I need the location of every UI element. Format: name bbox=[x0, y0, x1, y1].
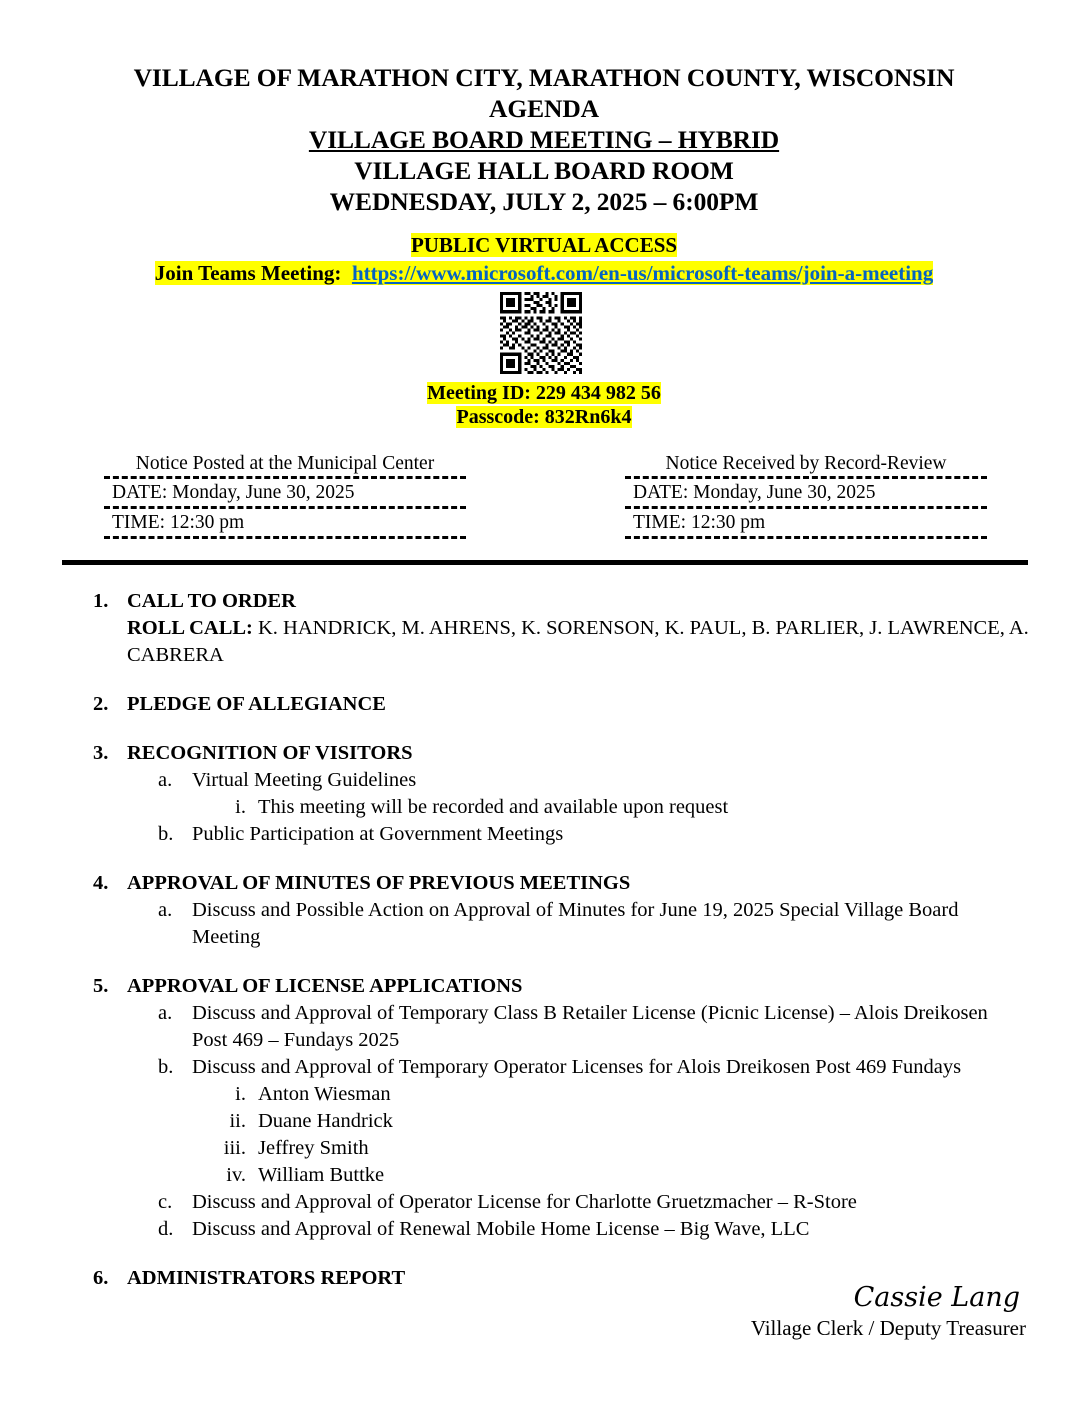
notice-received-column bbox=[625, 452, 987, 539]
notice-received-time: TIME: 12:30 pm bbox=[625, 506, 987, 539]
agenda-subitem bbox=[0, 897, 1088, 951]
notice-received-date: DATE: Monday, June 30, 2025 bbox=[625, 476, 987, 506]
agenda-item-number: 6. bbox=[93, 1267, 109, 1289]
agenda-subsubitem bbox=[0, 1135, 1088, 1162]
agenda-subitem-text: Discuss and Approval of Temporary Class B Retailer License (Picnic License) – Alois Dreikosen Post 469 – Fundays 2025 bbox=[192, 1002, 988, 1051]
agenda-subsubitem-text: Jeffrey Smith bbox=[258, 1137, 369, 1159]
roll-call-label: ROLL CALL: bbox=[127, 617, 253, 639]
agenda-subsubitem-marker: i. bbox=[235, 1083, 246, 1105]
agenda-subsubitem-text: William Buttke bbox=[258, 1164, 385, 1186]
agenda-subitem-marker: a. bbox=[158, 769, 173, 791]
meeting-id: Meeting ID: 229 434 982 56 bbox=[427, 382, 661, 404]
virtual-access-block bbox=[60, 233, 1028, 286]
header-line-datetime: WEDNESDAY, JULY 2, 2025 – 6:00PM bbox=[329, 187, 759, 216]
notice-received-title: Notice Received by Record-Review bbox=[665, 453, 947, 474]
agenda-subitem bbox=[0, 821, 1088, 848]
header-line-location: VILLAGE HALL BOARD ROOM bbox=[354, 156, 734, 185]
agenda-subsubitem-marker: i. bbox=[235, 796, 246, 818]
agenda-item-title: CALL TO ORDER bbox=[127, 590, 296, 612]
signature-block bbox=[751, 1282, 1026, 1342]
agenda-subsubitem bbox=[0, 1081, 1088, 1108]
agenda-subitem-text: Discuss and Approval of Renewal Mobile Home License – Big Wave, LLC bbox=[192, 1218, 810, 1240]
header-divider-rule bbox=[62, 560, 1028, 565]
agenda-item-title: APPROVAL OF MINUTES OF PREVIOUS MEETINGS bbox=[127, 872, 631, 894]
agenda-subitem bbox=[0, 1189, 1088, 1216]
agenda-item-heading bbox=[0, 870, 1088, 897]
notice-posted-title: Notice Posted at the Municipal Center bbox=[135, 453, 435, 474]
meeting-credentials bbox=[60, 381, 1028, 429]
agenda-item-heading bbox=[0, 973, 1088, 1000]
qr-code-image bbox=[497, 289, 585, 377]
agenda-subsubitem bbox=[0, 1108, 1088, 1135]
document-header bbox=[60, 62, 1028, 217]
agenda-subitem bbox=[0, 1000, 1088, 1054]
join-teams-line bbox=[60, 260, 1028, 286]
agenda-subsubitem-marker: iv. bbox=[226, 1164, 246, 1186]
agenda-subitem-text: Discuss and Approval of Operator License for Charlotte Gruetzmacher – R-Store bbox=[192, 1191, 857, 1213]
meeting-passcode: Passcode: 832Rn6k4 bbox=[456, 406, 632, 428]
notice-posted-time: TIME: 12:30 pm bbox=[104, 506, 466, 539]
agenda-item bbox=[0, 740, 1088, 848]
agenda-subsubitem-text: Duane Handrick bbox=[258, 1110, 393, 1132]
notice-posted-date: DATE: Monday, June 30, 2025 bbox=[104, 476, 466, 506]
agenda-item-number: 2. bbox=[93, 693, 109, 715]
agenda-subsubitem bbox=[0, 794, 1088, 821]
agenda-item bbox=[0, 973, 1088, 1243]
agenda-subitem-text: Discuss and Approval of Temporary Operator Licenses for Alois Dreikosen Post 469 Fundays bbox=[192, 1056, 962, 1078]
agenda-subsubitem-marker: iii. bbox=[223, 1137, 246, 1159]
virtual-access-title: PUBLIC VIRTUAL ACCESS bbox=[410, 233, 678, 257]
signature-role: Village Clerk / Deputy Treasurer bbox=[750, 1316, 1026, 1340]
agenda-subitem-marker: a. bbox=[158, 899, 173, 921]
agenda-subitem-text: Virtual Meeting Guidelines bbox=[192, 769, 417, 791]
agenda-item-title: RECOGNITION OF VISITORS bbox=[127, 742, 413, 764]
agenda-item-heading bbox=[0, 740, 1088, 767]
agenda-item-list bbox=[0, 588, 1088, 1314]
agenda-subitem-text: Discuss and Possible Action on Approval of Minutes for June 19, 2025 Special Village Board Meeting bbox=[192, 899, 959, 948]
agenda-item-number: 3. bbox=[93, 742, 109, 764]
join-teams-label: Join Teams Meeting: bbox=[154, 261, 342, 285]
roll-call-names: K. HANDRICK, M. AHRENS, K. SORENSON, K. PAUL, B. PARLIER, J. LAWRENCE, A. CABRERA bbox=[127, 617, 1029, 666]
agenda-subsubitem bbox=[0, 1162, 1088, 1189]
agenda-subitem-marker: b. bbox=[158, 1056, 174, 1078]
notice-posted-column bbox=[104, 452, 466, 539]
agenda-item-number: 4. bbox=[93, 872, 109, 894]
agenda-item bbox=[0, 588, 1088, 669]
agenda-subitem-marker: a. bbox=[158, 1002, 173, 1024]
agenda-item bbox=[0, 691, 1088, 718]
agenda-item-title: APPROVAL OF LICENSE APPLICATIONS bbox=[127, 975, 523, 997]
agenda-subitem-marker: b. bbox=[158, 823, 174, 845]
agenda-subitem-marker: c. bbox=[158, 1191, 173, 1213]
agenda-subsubitem-marker: ii. bbox=[229, 1110, 246, 1132]
notice-posting-block bbox=[0, 452, 1088, 552]
agenda-item-number: 1. bbox=[93, 590, 109, 612]
agenda-item bbox=[0, 870, 1088, 951]
agenda-subsubitem-text: This meeting will be recorded and available upon request bbox=[258, 796, 729, 818]
agenda-subitem bbox=[0, 1054, 1088, 1081]
header-line-meeting-type: VILLAGE BOARD MEETING – HYBRID bbox=[308, 125, 780, 154]
agenda-subitem-text: Public Participation at Government Meetings bbox=[192, 823, 564, 845]
agenda-subsubitem-text: Anton Wiesman bbox=[258, 1083, 391, 1105]
teams-meeting-link[interactable]: https://www.microsoft.com/en-us/microsoft-teams/join-a-meeting bbox=[351, 261, 934, 285]
roll-call-line bbox=[127, 615, 1030, 669]
signature-name: Cassie Lang bbox=[853, 1282, 1020, 1313]
agenda-subitem bbox=[0, 767, 1088, 794]
agenda-subitem bbox=[0, 1216, 1088, 1243]
agenda-item-heading bbox=[0, 691, 1088, 718]
agenda-item-number: 5. bbox=[93, 975, 109, 997]
agenda-item-title: ADMINISTRATORS REPORT bbox=[127, 1267, 406, 1289]
header-line-organization: VILLAGE OF MARATHON CITY, MARATHON COUNTY, WISCONSIN bbox=[133, 63, 955, 92]
agenda-subitem-marker: d. bbox=[158, 1218, 174, 1240]
agenda-item-heading bbox=[0, 588, 1088, 669]
qr-code bbox=[497, 289, 585, 377]
header-line-agenda: AGENDA bbox=[489, 94, 599, 123]
agenda-item-title: PLEDGE OF ALLEGIANCE bbox=[127, 693, 386, 715]
